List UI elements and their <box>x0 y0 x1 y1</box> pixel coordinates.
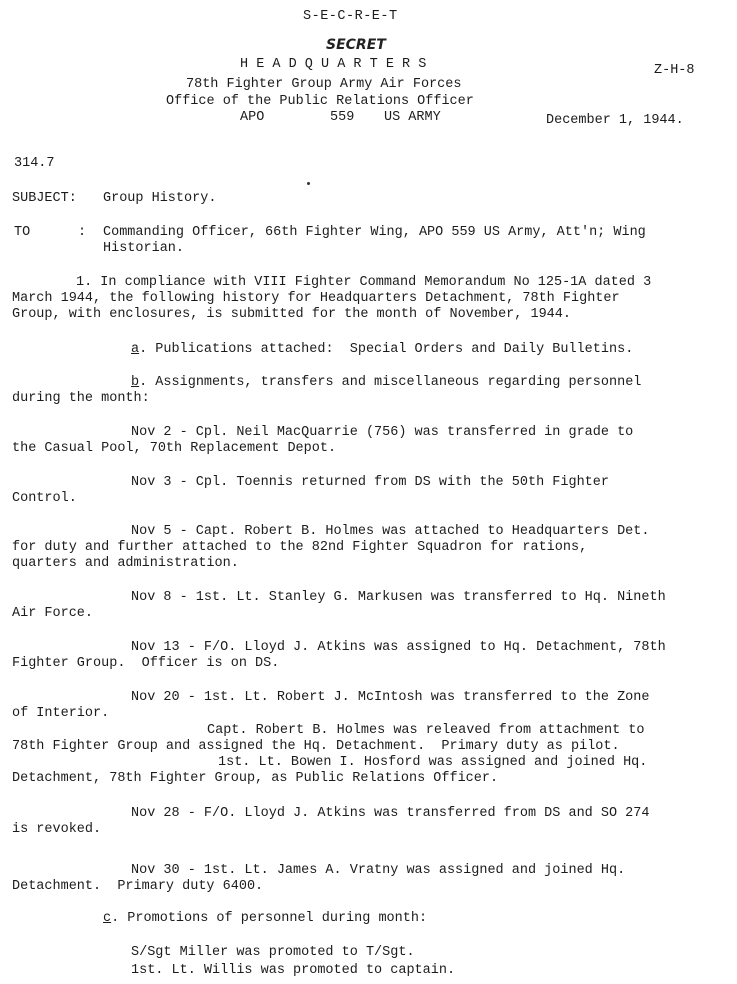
section-b <box>131 376 641 390</box>
entry-nov2-line-1: Nov 2 - Cpl. Neil MacQuarrie (756) was transferred in grade to <box>131 425 634 440</box>
section-a-text: . Publications attached: Special Orders and Daily Bulletins. <box>139 342 634 357</box>
headquarters-title: H E A D Q U A R T E R S <box>240 57 427 72</box>
group-name: 78th Fighter Group Army Air Forces <box>186 77 462 92</box>
file-reference: Z-H-8 <box>654 63 695 78</box>
entry-nov2-line-2: the Casual Pool, 70th Replacement Depot. <box>12 441 337 456</box>
to-line-2: Historian. <box>103 241 185 256</box>
entry-nov8-line-2: Air Force. <box>12 606 94 621</box>
to-label: TO <box>14 225 31 240</box>
secret-stamp: SECRET <box>326 37 386 53</box>
para1-line-1: 1. In compliance with VIII Fighter Command Memorandum No 125-1A dated 3 <box>76 275 652 290</box>
entry-nov20-line-3: Capt. Robert B. Holmes was releaved from attachment to <box>207 723 645 738</box>
to-line-1: Commanding Officer, 66th Fighter Wing, APO 559 US Army, Att'n; Wing <box>103 225 646 240</box>
subject-label: SUBJECT: <box>12 191 77 206</box>
section-c <box>103 912 427 926</box>
entry-nov5-line-3: quarters and administration. <box>12 556 239 571</box>
to-colon: : <box>78 225 87 240</box>
section-b-line-2: during the month: <box>12 391 150 406</box>
apo-army: US ARMY <box>384 110 441 125</box>
entry-nov5-line-1: Nov 5 - Capt. Robert B. Holmes was attached to Headquarters Det. <box>131 524 650 539</box>
para1-line-3: Group, with enclosures, is submitted for the month of November, 1944. <box>12 307 571 322</box>
section-a-letter: a <box>131 342 140 357</box>
document-date: December 1, 1944. <box>546 113 684 128</box>
promotion-1: S/Sgt Miller was promoted to T/Sgt. <box>131 945 415 960</box>
section-a <box>131 343 633 357</box>
ink-speck <box>307 182 310 185</box>
promotion-2: 1st. Lt. Willis was promoted to captain. <box>131 963 456 978</box>
entry-nov20-line-6: Detachment, 78th Fighter Group, as Public Relations Officer. <box>12 771 499 786</box>
entry-nov28-line-2: is revoked. <box>12 822 102 837</box>
entry-nov13-line-1: Nov 13 - F/O. Lloyd J. Atkins was assigned to Hq. Detachment, 78th <box>131 640 666 655</box>
office-name: Office of the Public Relations Officer <box>166 94 474 109</box>
entry-nov30-line-2: Detachment. Primary duty 6400. <box>12 879 264 894</box>
para1-line-2: March 1944, the following history for Headquarters Detachment, 78th Fighter <box>12 291 620 306</box>
section-c-text: . Promotions of personnel during month: <box>111 911 428 926</box>
classification-marking: S-E-C-R-E-T <box>303 9 398 24</box>
entry-nov5-line-2: for duty and further attached to the 82nd Fighter Squadron for rations, <box>12 540 588 555</box>
section-b-letter: b <box>131 375 140 390</box>
section-c-letter: c <box>103 911 112 926</box>
entry-nov20-line-1: Nov 20 - 1st. Lt. Robert J. McIntosh was transferred to the Zone <box>131 690 650 705</box>
entry-nov13-line-2: Fighter Group. Officer is on DS. <box>12 656 280 671</box>
apo-label: APO <box>240 110 265 125</box>
entry-nov20-line-5: 1st. Lt. Bowen I. Hosford was assigned and joined Hq. <box>218 755 648 770</box>
entry-nov30-line-1: Nov 30 - 1st. Lt. James A. Vratny was assigned and joined Hq. <box>131 863 626 878</box>
entry-nov3-line-2: Control. <box>12 491 77 506</box>
entry-nov28-line-1: Nov 28 - F/O. Lloyd J. Atkins was transferred from DS and SO 274 <box>131 806 650 821</box>
subject-text: Group History. <box>103 191 217 206</box>
entry-nov8-line-1: Nov 8 - 1st. Lt. Stanley G. Markusen was transferred to Hq. Nineth <box>131 590 666 605</box>
section-b-line-1: . Assignments, transfers and miscellaneous regarding personnel <box>139 375 642 390</box>
file-number: 314.7 <box>14 156 55 171</box>
apo-number: 559 <box>330 110 355 125</box>
entry-nov20-line-4: 78th Fighter Group and assigned the Hq. Detachment. Primary duty as pilot. <box>12 739 620 754</box>
entry-nov20-line-2: of Interior. <box>12 706 110 721</box>
entry-nov3-line-1: Nov 3 - Cpl. Toennis returned from DS with the 50th Fighter <box>131 475 609 490</box>
